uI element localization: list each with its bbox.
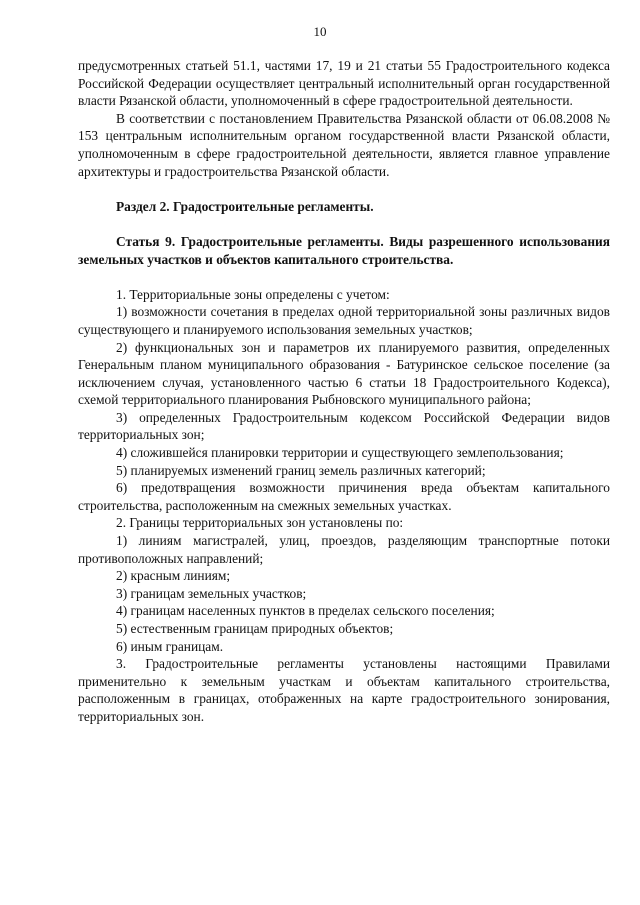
zones-item: 1) возможности сочетания в пределах одной территориальной зоны различных видов существующего и планируемого использования земельных участков; (78, 304, 610, 337)
zones-item: 2) функциональных зон и параметров их планируемого развития, определенных Генеральным планом муниципального образования - Батуринское сельское поселение (за исключением случая, установленного частью 6 статьи 18 Градостроительного Кодекса), схемой территориального планирования Рыбновского муниципального района; (78, 339, 610, 408)
spacer (78, 268, 610, 286)
zones-intro: 1. Территориальные зоны определены с учетом: (116, 286, 390, 302)
borders-item: 2) красным линиям; (116, 568, 231, 584)
regulations-paragraph: 3. Градостроительные регламенты установлены настоящими Правилами применительно к земельным участкам и объектам капитального строительства, расположенным в границах, отображенных на карте градостроительного зонирования, территориальных зон. (78, 656, 610, 724)
document-body (78, 57, 610, 726)
borders-item: 1) линиям магистралей, улиц, проездов, разделяющим транспортные потоки противоположных направлений; (78, 533, 610, 566)
spacer (78, 215, 610, 233)
borders-item: 3) границам земельных участков; (116, 585, 307, 601)
spacer (78, 180, 610, 198)
borders-item: 4) границам населенных пунктов в пределах сельского поселения; (116, 603, 495, 619)
zones-item: 3) определенных Градостроительным кодексом Российской Федерации видов территориальных зон; (78, 409, 610, 443)
zones-item: 5) планируемых изменений границ земель различных категорий; (116, 462, 486, 478)
zones-item: 6) предотвращения возможности причинения вреда объектам капитального строительства, расположенным на смежных земельных участках. (78, 480, 610, 513)
zones-item: 4) сложившейся планировки территории и существующего землепользования; (116, 445, 564, 461)
borders-intro: 2. Границы территориальных зон установлены по: (116, 515, 404, 531)
borders-item: 6) иным границам. (116, 638, 224, 654)
paragraph-authority: В соответствии с постановлением Правительства Рязанской области от 06.08.2008 № 153 центральным исполнительным органом государственной власти Рязанской области, уполномоченным в сфере градостроительной деятельности, является главное управление архитектуры и градостроительства Рязанской области. (78, 110, 610, 179)
article-title: Статья 9. Градостроительные регламенты. Виды разрешенного использования земельных участков и объектов капитального строительства. (78, 233, 610, 267)
section-heading: Раздел 2. Градостроительные регламенты. (116, 198, 374, 214)
borders-item: 5) естественным границам природных объектов; (116, 621, 394, 636)
page-number: 10 (313, 24, 327, 39)
paragraph-continuation: предусмотренных статьей 51.1, частями 17, 19 и 21 статьи 55 Градостроительного кодекса Российской Федерации осуществляет центральный исполнительный орган государственной власти Рязанской области, уполномоченный в сфере градостроительной деятельности. (78, 58, 610, 109)
